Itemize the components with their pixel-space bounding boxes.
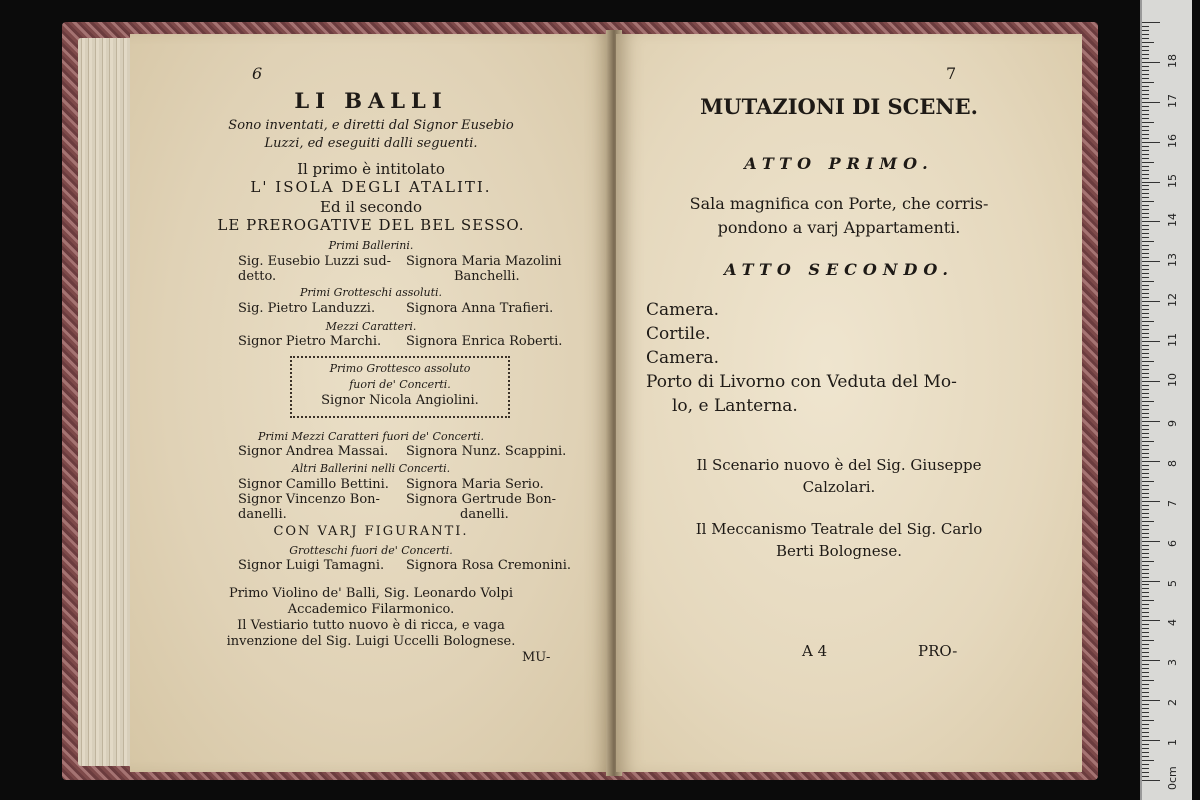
ruler-tick (1142, 118, 1149, 119)
page-title: LI BALLI (294, 88, 448, 113)
ruler-tick (1142, 421, 1160, 422)
ruler-label: 12 (1166, 293, 1179, 308)
ruler-tick (1142, 497, 1149, 498)
ruler-tick (1142, 185, 1149, 186)
ruler-tick (1142, 469, 1149, 470)
ruler-tick (1142, 241, 1154, 242)
ruler-tick (1142, 150, 1149, 151)
ruler-tick (1142, 644, 1149, 645)
ruler-tick (1142, 664, 1149, 665)
ruler-tick (1142, 529, 1149, 530)
ruler-tick (1142, 253, 1149, 254)
left-page (130, 34, 612, 772)
atto-secondo-heading: ATTO SECONDO. (724, 260, 954, 279)
section-mezzi-caratteri: Mezzi Caratteri. (325, 320, 417, 333)
ruler-tick (1142, 612, 1149, 613)
ruler-tick (1142, 341, 1160, 342)
scenario-line-2: Calzolari. (802, 478, 876, 496)
ruler-tick (1142, 349, 1149, 350)
ruler-tick (1142, 249, 1149, 250)
ruler-tick (1142, 317, 1149, 318)
ruler-tick (1142, 313, 1149, 314)
ruler-tick (1142, 154, 1149, 155)
ruler-tick (1142, 624, 1149, 625)
ruler-tick (1142, 158, 1149, 159)
ruler-tick (1142, 728, 1149, 729)
box-line-2: fuori de' Concerti. (349, 378, 451, 391)
ruler-tick (1142, 106, 1149, 107)
ruler-tick (1142, 229, 1149, 230)
cast-name: Sig. Eusebio Luzzi sud- (238, 254, 392, 269)
ruler-tick (1142, 357, 1149, 358)
ruler-tick (1142, 397, 1149, 398)
ruler-unit-label: 0cm (1166, 766, 1179, 790)
second-ballet-intro: Ed il secondo (320, 198, 422, 216)
ruler-tick (1142, 628, 1149, 629)
ruler-tick (1142, 30, 1149, 31)
ruler-tick (1142, 632, 1149, 633)
ruler-tick (1142, 409, 1149, 410)
ruler-label: 11 (1166, 333, 1179, 348)
section-mezzi-fuori: Primi Mezzi Caratteri fuori de' Concerti. (257, 430, 485, 443)
ruler-tick (1142, 138, 1149, 139)
ruler-tick (1142, 708, 1149, 709)
intro-line-2: Luzzi, ed eseguiti dalli seguenti. (264, 136, 478, 151)
ruler-tick (1142, 373, 1149, 374)
ruler-tick (1142, 429, 1149, 430)
section-grotteschi-fuori: Grotteschi fuori de' Concerti. (289, 544, 453, 557)
ruler-tick (1142, 557, 1149, 558)
meccanismo-line-2: Berti Bolognese. (775, 542, 903, 560)
ruler-label: 10 (1166, 373, 1179, 387)
ruler-tick (1142, 425, 1149, 426)
ruler-tick (1142, 704, 1149, 705)
ruler-label: 8 (1166, 459, 1179, 467)
ruler-tick (1142, 652, 1149, 653)
ruler-tick (1142, 58, 1149, 59)
ruler-tick (1142, 189, 1149, 190)
ruler-tick (1142, 369, 1149, 370)
ruler-tick (1142, 134, 1149, 135)
ruler-tick (1142, 110, 1149, 111)
ruler-tick (1142, 86, 1149, 87)
ruler-tick (1142, 732, 1149, 733)
cast-name: Banchelli. (454, 269, 520, 284)
ruler-tick (1142, 225, 1149, 226)
ruler-tick (1142, 700, 1160, 701)
ruler-tick (1142, 333, 1149, 334)
ruler-tick (1142, 401, 1154, 402)
ruler-label: 14 (1166, 213, 1179, 228)
ruler-tick (1142, 90, 1149, 91)
ruler-tick (1142, 389, 1149, 390)
ruler-tick (1142, 764, 1149, 765)
ruler-tick (1142, 513, 1149, 514)
ruler-tick (1142, 170, 1149, 171)
ruler-tick (1142, 533, 1149, 534)
ruler-label: 15 (1166, 173, 1179, 188)
page-title: MUTAZIONI DI SCENE. (700, 94, 978, 119)
ruler-tick (1142, 385, 1149, 386)
ruler-tick (1142, 744, 1149, 745)
ruler-tick (1142, 565, 1149, 566)
ruler-tick (1142, 413, 1149, 414)
ruler-tick (1142, 361, 1154, 362)
ruler-tick (1142, 736, 1149, 737)
right-page (616, 34, 1082, 772)
catchword-left: MU- (522, 650, 551, 665)
atto-primo-heading: ATTO PRIMO. (744, 154, 934, 173)
ruler-tick (1142, 640, 1154, 641)
ruler-tick (1142, 221, 1160, 222)
figuranti-heading: CON VARJ FIGURANTI. (273, 524, 469, 539)
ruler-tick (1142, 146, 1149, 147)
signature-mark: A 4 (802, 642, 828, 660)
ruler-tick (1142, 756, 1149, 757)
ruler-tick (1142, 62, 1160, 63)
ruler-tick (1142, 581, 1160, 582)
page-number-right: 7 (946, 64, 957, 83)
ruler-label: 6 (1166, 539, 1179, 547)
ruler-tick (1142, 600, 1154, 601)
first-ballet-intro: Il primo è intitolato (297, 160, 445, 178)
ruler-tick (1142, 321, 1154, 322)
ruler-tick (1142, 353, 1149, 354)
ruler-tick (1142, 748, 1149, 749)
cast-name: Signora Nunz. Scappini. (406, 444, 567, 459)
ruler-tick (1142, 477, 1149, 478)
scenario-line-1: Il Scenario nuovo è del Sig. Giuseppe (696, 456, 982, 474)
ruler-tick (1142, 604, 1149, 605)
ruler-tick (1142, 289, 1149, 290)
ruler-tick (1142, 50, 1149, 51)
ruler-tick (1142, 297, 1149, 298)
violino-line-1: Primo Violino de' Balli, Sig. Leonardo Volpi (228, 586, 514, 601)
ruler-label: 9 (1166, 419, 1179, 427)
cast-name: Signor Vincenzo Bon- (238, 492, 380, 507)
ruler-tick (1142, 74, 1149, 75)
vestiario-line-2: invenzione del Sig. Luigi Uccelli Bolognese. (226, 634, 516, 649)
cast-name: Signor Luigi Tamagni. (238, 558, 385, 573)
ruler-tick (1142, 441, 1154, 442)
ruler-tick (1142, 233, 1149, 234)
first-ballet-title: L' ISOLA DEGLI ATALITI. (250, 178, 492, 196)
ruler-tick (1142, 449, 1149, 450)
ruler-tick (1142, 457, 1149, 458)
ruler-tick (1142, 309, 1149, 310)
ruler-tick (1142, 596, 1149, 597)
cast-name: Signora Maria Serio. (406, 477, 544, 492)
ruler-tick (1142, 549, 1149, 550)
ruler-tick (1142, 98, 1149, 99)
sala-line-2: pondono a varj Appartamenti. (717, 218, 961, 237)
ruler-tick (1142, 668, 1149, 669)
ruler-tick (1142, 768, 1149, 769)
scene-item: Cortile. (646, 324, 711, 344)
ruler-tick (1142, 720, 1154, 721)
ruler-tick (1142, 672, 1149, 673)
ruler-tick (1142, 122, 1154, 123)
cast-name: Sig. Pietro Landuzzi. (238, 301, 376, 316)
ruler-tick (1142, 584, 1149, 585)
ruler-tick (1142, 501, 1160, 502)
ruler-tick (1142, 461, 1160, 462)
ruler-tick (1142, 34, 1149, 35)
vestiario-line-1: Il Vestiario tutto nuovo è di ricca, e vaga (237, 618, 505, 633)
cast-name: Signora Enrica Roberti. (406, 334, 563, 349)
ruler-tick (1142, 648, 1149, 649)
ruler-tick (1142, 545, 1149, 546)
ruler-tick (1142, 688, 1149, 689)
ruler-tick (1142, 178, 1149, 179)
ruler-tick (1142, 201, 1154, 202)
ruler-tick (1142, 561, 1154, 562)
ruler-tick (1142, 142, 1160, 143)
ruler-tick (1142, 345, 1149, 346)
ruler-tick (1142, 724, 1149, 725)
ruler-tick (1142, 209, 1149, 210)
ruler-label: 7 (1166, 499, 1179, 507)
catchword-right: PRO- (918, 642, 958, 660)
ruler-tick (1142, 509, 1149, 510)
cast-name: Signor Camillo Bettini. (238, 477, 389, 492)
ruler-tick (1142, 130, 1149, 131)
ruler-tick (1142, 245, 1149, 246)
ruler-tick (1142, 680, 1154, 681)
ruler-tick (1142, 82, 1154, 83)
ruler-tick (1142, 70, 1149, 71)
ruler-tick (1142, 78, 1149, 79)
scene-item: Porto di Livorno con Veduta del Mo- (646, 372, 957, 392)
page-number-left: 6 (252, 64, 263, 83)
ruler-tick (1142, 772, 1149, 773)
ruler-label: 1 (1166, 739, 1179, 747)
ruler-tick (1142, 305, 1149, 306)
ruler-tick (1142, 377, 1149, 378)
ruler-tick (1142, 365, 1149, 366)
ruler-tick (1142, 453, 1149, 454)
ruler-label: 4 (1166, 619, 1179, 627)
ruler-tick (1142, 525, 1149, 526)
ruler-tick (1142, 684, 1149, 685)
ruler-tick (1142, 716, 1149, 717)
ruler-label: 16 (1166, 133, 1179, 148)
ruler-tick (1142, 573, 1149, 574)
ruler-tick (1142, 553, 1149, 554)
ruler-tick (1142, 273, 1149, 274)
section-primi-ballerini: Primi Ballerini. (328, 239, 414, 252)
ruler-label: 2 (1166, 699, 1179, 707)
ruler-tick (1142, 265, 1149, 266)
cast-name: Signora Anna Trafieri. (406, 301, 554, 316)
scene-item: Camera. (646, 348, 719, 368)
box-line-1: Primo Grottesco assoluto (329, 362, 471, 375)
ruler-tick (1142, 577, 1149, 578)
cast-name: danelli. (238, 507, 287, 522)
ruler-tick (1142, 433, 1149, 434)
ruler-tick (1142, 780, 1160, 781)
ornamental-frame (290, 356, 510, 418)
ruler-tick (1142, 329, 1149, 330)
ruler-tick (1142, 174, 1149, 175)
ruler-label: 3 (1166, 659, 1179, 667)
section-primi-grotteschi: Primi Grotteschi assoluti. (299, 286, 443, 299)
ruler-tick (1142, 636, 1149, 637)
ruler-tick (1142, 541, 1160, 542)
ruler-tick (1142, 126, 1149, 127)
ruler-tick (1142, 261, 1160, 262)
box-line-3: Signor Nicola Angiolini. (321, 393, 479, 408)
cast-name: Signora Maria Mazolini (406, 254, 562, 269)
ruler-tick (1142, 489, 1149, 490)
ruler-tick (1142, 337, 1149, 338)
ruler-tick (1142, 42, 1154, 43)
ruler-tick (1142, 481, 1154, 482)
ruler-tick (1142, 660, 1160, 661)
ruler-tick (1142, 281, 1154, 282)
ruler-tick (1142, 205, 1149, 206)
ruler-tick (1142, 445, 1149, 446)
ruler-tick (1142, 393, 1149, 394)
ruler-tick (1142, 269, 1149, 270)
ruler-tick (1142, 505, 1149, 506)
intro-line-1: Sono inventati, e diretti dal Signor Eusebio (228, 118, 514, 133)
ruler-tick (1142, 485, 1149, 486)
sala-line-1: Sala magnifica con Porte, che corris- (689, 194, 989, 213)
ruler-tick (1142, 473, 1149, 474)
ruler-tick (1142, 26, 1149, 27)
ruler-tick (1142, 696, 1149, 697)
ruler-tick (1142, 237, 1149, 238)
ruler-tick (1142, 692, 1149, 693)
ruler-tick (1142, 517, 1149, 518)
scene-item: Camera. (646, 300, 719, 320)
scene-item: lo, e Lanterna. (672, 396, 798, 416)
ruler-tick (1142, 277, 1149, 278)
ruler-tick (1142, 537, 1149, 538)
ruler-label: 18 (1166, 53, 1179, 68)
ruler-tick (1142, 465, 1149, 466)
ruler-tick (1142, 417, 1149, 418)
ruler-tick (1142, 38, 1149, 39)
ruler-tick (1142, 608, 1149, 609)
ruler-tick (1142, 521, 1154, 522)
ruler-tick (1142, 752, 1149, 753)
ruler-tick (1142, 620, 1160, 621)
cast-name: detto. (238, 269, 277, 284)
ruler-tick (1142, 166, 1149, 167)
ruler-tick (1142, 776, 1149, 777)
ruler-tick (1142, 381, 1160, 382)
cast-name: Signor Pietro Marchi. (238, 334, 382, 349)
ruler-tick (1142, 257, 1149, 258)
ruler-label: 5 (1166, 579, 1179, 587)
ruler-tick (1142, 437, 1149, 438)
ruler-tick (1142, 325, 1149, 326)
ruler-tick (1142, 712, 1149, 713)
ruler-tick (1142, 182, 1160, 183)
ruler-tick (1142, 66, 1149, 67)
second-ballet-title: LE PREROGATIVE DEL BEL SESSO. (217, 216, 525, 234)
ruler-tick (1142, 616, 1149, 617)
cast-name: Signora Rosa Cremonini. (406, 558, 572, 573)
ruler-tick (1142, 94, 1149, 95)
ruler-tick (1142, 405, 1149, 406)
ruler-tick (1142, 656, 1149, 657)
cast-name: Signora Gertrude Bon- (406, 492, 557, 507)
ruler-tick (1142, 760, 1154, 761)
ruler-tick (1142, 293, 1149, 294)
ruler-tick (1142, 592, 1149, 593)
ruler-tick (1142, 588, 1149, 589)
ruler-tick (1142, 217, 1149, 218)
ruler-tick (1142, 676, 1149, 677)
cast-name: Signor Andrea Massai. (238, 444, 389, 459)
ruler-tick (1142, 102, 1160, 103)
section-altri-ballerini: Altri Ballerini nelli Concerti. (291, 462, 451, 475)
ruler-tick (1142, 114, 1149, 115)
ruler-tick (1142, 301, 1160, 302)
ruler-label: 13 (1166, 253, 1179, 268)
violino-line-2: Accademico Filarmonico. (287, 602, 455, 617)
ruler-tick (1142, 285, 1149, 286)
cast-name: danelli. (460, 507, 509, 522)
ruler-tick (1142, 213, 1149, 214)
ruler-tick (1142, 493, 1149, 494)
meccanismo-line-1: Il Meccanismo Teatrale del Sig. Carlo (695, 520, 983, 538)
ruler-tick (1142, 193, 1149, 194)
ruler-tick (1142, 162, 1154, 163)
ruler-tick (1142, 197, 1149, 198)
ruler-tick (1142, 569, 1149, 570)
ruler-tick (1142, 740, 1160, 741)
ruler-tick (1142, 22, 1160, 23)
ruler-tick (1142, 46, 1149, 47)
measurement-ruler (1140, 0, 1192, 800)
ruler-label: 17 (1166, 93, 1179, 108)
ruler-tick (1142, 54, 1149, 55)
